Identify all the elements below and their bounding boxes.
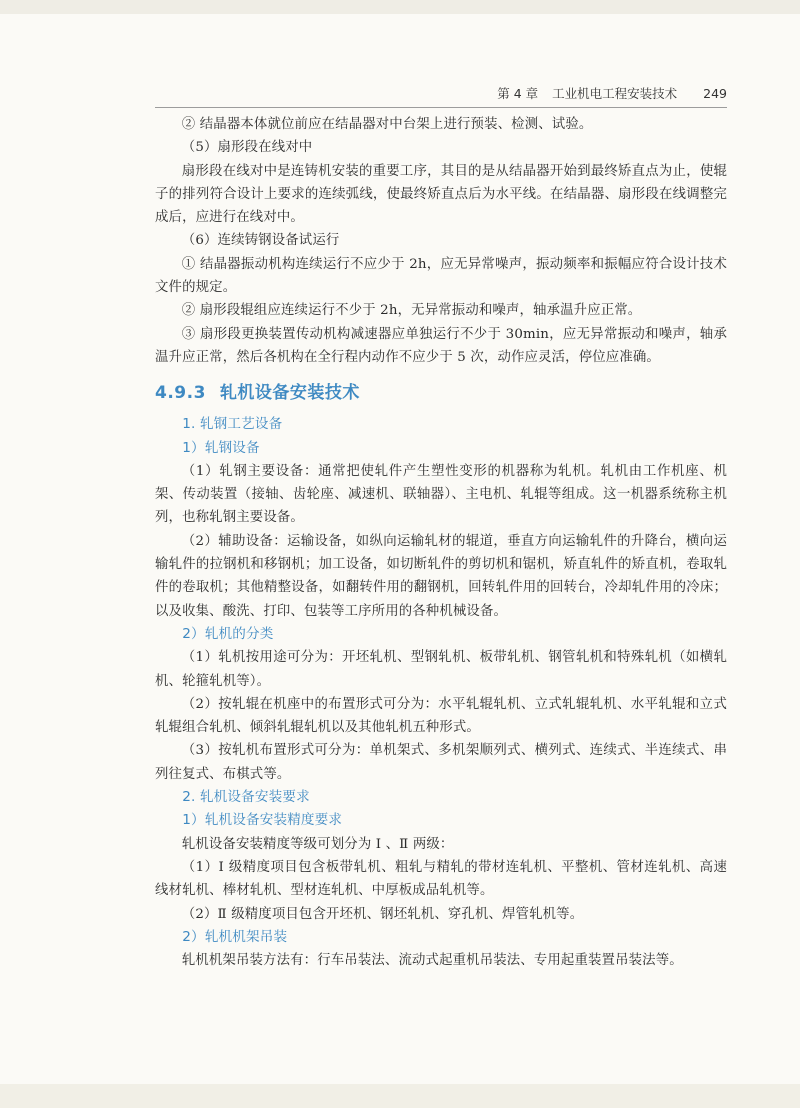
running-header: [155, 84, 727, 108]
section-title: 轧机设备安装技术: [219, 383, 360, 404]
heading-level-3: 2）轧机机架吊装: [182, 928, 288, 945]
scan-bottom-edge: [0, 1084, 800, 1108]
section-heading: [155, 379, 727, 407]
paragraph: 轧机设备安装精度等级可划分为 Ⅰ 、Ⅱ 两级：: [181, 836, 454, 852]
paragraph: （1）轧钢主要设备：通常把使轧件产生塑性变形的机器称为轧机。轧机由工作机座、机架、传动装置（接轴、齿轮座、减速机、联轴器）、主电机、轧辊等组成。这一机器系统称主机列，也称轧钢主要设备。: [155, 463, 727, 526]
paragraph: ② 结晶器本体就位前应在结晶器对中台架上进行预装、检测、试验。: [181, 117, 593, 132]
paragraph: ③ 扇形段更换装置传动机构减速器应单独运行不少于 30min，应无异常振动和噪声，轴承温升应正常，然后各机构在全行程内动作不应少于 5 次，动作应灵活，停位应准确。: [155, 326, 727, 365]
paragraph: ② 扇形段辊组应连续运行不少于 2h，无异常振动和噪声，轴承温升应正常。: [181, 303, 642, 319]
scan-top-edge: [0, 0, 800, 14]
subheading: （6）连续铸钢设备试运行: [181, 233, 340, 249]
paragraph: （2）辅助设备：运输设备，如纵向运输轧材的辊道，垂直方向运输轧件的升降台，横向运输轧件的拉钢机和移钢机；加工设备，如切断轧件的剪切机和锯机，矫直轧件的矫直机，卷取轧件的卷取机；其他精整设备，如翻转件用的翻钢机，回转轧件用的回转台，冷却轧件用的冷床；以及收集、酸洗、打印、包装等工序所用的各种机械设备。: [155, 533, 727, 619]
paragraph: （1）轧机按用途可分为：开坯轧机、型钢轧机、板带轧机、钢管轧机和特殊轧机（如横轧机、轮箍轧机等）。: [155, 650, 727, 689]
chapter-label: 第 4 章: [497, 86, 539, 101]
paragraph: （3）按轧机布置形式可分为：单机架式、多机架顺列式、横列式、连续式、半连续式、串列往复式、布棋式等。: [155, 743, 727, 782]
paragraph: 扇形段在线对中是连铸机安装的重要工序，其目的是从结晶器开始到最终矫直点为止，使辊子的排列符合设计上要求的连续弧线，使最终矫直点后为水平线。在结晶器、扇形段在线调整完成后，应进行在线对中。: [155, 163, 727, 226]
paragraph: ① 结晶器振动机构连续运行不应少于 2h，应无异常噪声，振动频率和振幅应符合设计技术文件的规定。: [155, 256, 727, 296]
subheading: （5）扇形段在线对中: [181, 140, 313, 156]
section-number: 4.9.3: [155, 383, 206, 404]
heading-level-3: 1）轧钢设备: [182, 439, 260, 456]
heading-level-3: 1）轧机设备安装精度要求: [182, 812, 343, 829]
page-body: [155, 113, 727, 972]
page-number: 249: [703, 86, 727, 101]
heading-level-2: 1. 轧钢工艺设备: [182, 416, 283, 433]
paragraph: 轧机机架吊装方法有：行车吊装法、流动式起重机吊装法、专用起重装置吊装法等。: [181, 953, 683, 969]
chapter-title: 工业机电工程安装技术: [552, 86, 678, 101]
heading-level-3: 2）轧机的分类: [182, 625, 274, 642]
paragraph: （2）Ⅱ 级精度项目包含开坯机、钢坯轧机、穿孔机、焊管轧机等。: [181, 906, 584, 922]
paragraph: （1）Ⅰ 级精度项目包含板带轧机、粗轧与精轧的带材连轧机、平整机、管材连轧机、高速线材轧机、棒材轧机、型材连轧机、中厚板成品轧机等。: [155, 859, 727, 899]
heading-level-2: 2. 轧机设备安装要求: [182, 789, 310, 806]
paragraph: （2）按轧辊在机座中的布置形式可分为：水平轧辊轧机、立式轧辊轧机、水平轧辊和立式轧辊组合轧机、倾斜轧辊轧机以及其他轧机五种形式。: [155, 696, 727, 736]
